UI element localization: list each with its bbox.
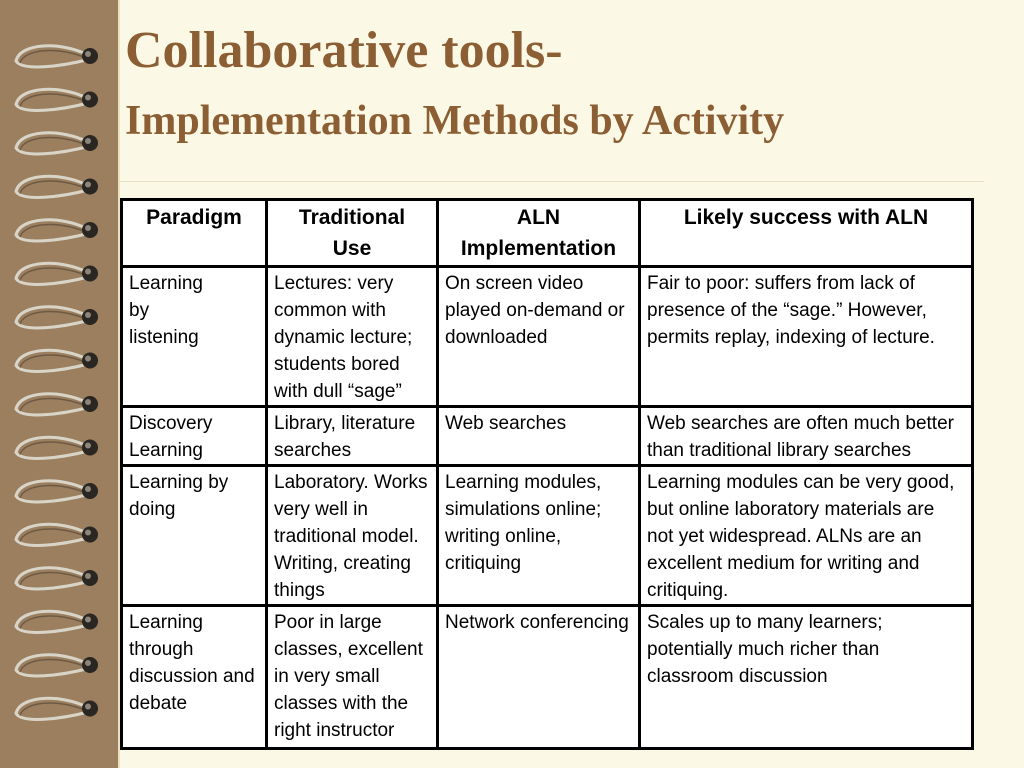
table-row	[122, 606, 973, 749]
spiral-ring	[16, 350, 98, 371]
spiral-ring	[16, 263, 98, 284]
table-row	[122, 466, 973, 606]
table-cell: Scales up to many learners; potentially much richer than classroom discussion	[640, 606, 973, 749]
table-cell: Discovery Learning	[122, 407, 267, 466]
table-cell: Web searches are often much better than traditional library searches	[640, 407, 973, 466]
table-header-row	[122, 200, 973, 267]
spiral-ring	[16, 220, 98, 241]
table-cell: Web searches	[438, 407, 640, 466]
spiral-ring	[16, 698, 98, 719]
spiral-ring	[16, 481, 98, 502]
table-cell: Learning modules can be very good, but online laboratory materials are not yet widespread. ALNs are an excellent medium for writing and critiquing.	[640, 466, 973, 606]
slide-subtitle: Implementation Methods by Activity	[125, 98, 785, 144]
spiral-ring	[16, 394, 98, 415]
table-cell: Learning by doing	[122, 466, 267, 606]
header-paradigm: Paradigm	[122, 200, 267, 267]
header-aln-implementation: ALN Implementation	[438, 200, 640, 267]
spiral-ring	[16, 307, 98, 328]
slide-title: Collaborative tools-	[125, 22, 563, 79]
header-traditional-use: Traditional Use	[267, 200, 438, 267]
title-divider	[120, 181, 984, 182]
table-cell: Fair to poor: suffers from lack of presence of the “sage.” However, permits replay, indexing of lecture.	[640, 267, 973, 407]
spiral-ring	[16, 568, 98, 589]
table-cell: Learning by listening	[122, 267, 267, 407]
table-cell: Laboratory. Works very well in traditional model. Writing, creating things	[267, 466, 438, 606]
table-cell: Learning through discussion and debate	[122, 606, 267, 749]
spiral-binding-icon	[0, 0, 118, 768]
spiral-ring	[16, 89, 98, 110]
spiral-ring	[16, 655, 98, 676]
spiral-ring	[16, 524, 98, 545]
table-cell: Poor in large classes, excellent in very small classes with the right instructor	[267, 606, 438, 749]
activity-table	[120, 198, 971, 742]
table-cell: Lectures: very common with dynamic lecture; students bored with dull “sage”	[267, 267, 438, 407]
spiral-ring	[16, 46, 98, 67]
table-row	[122, 407, 973, 466]
spiral-ring	[16, 176, 98, 197]
spiral-ring	[16, 133, 98, 154]
table-cell: Library, literature searches	[267, 407, 438, 466]
table-cell: On screen video played on-demand or downloaded	[438, 267, 640, 407]
spiral-ring	[16, 611, 98, 632]
table-cell: Network conferencing	[438, 606, 640, 749]
table-row	[122, 267, 973, 407]
spiral-ring	[16, 437, 98, 458]
table-cell: Learning modules, simulations online; writing online, critiquing	[438, 466, 640, 606]
header-likely-success: Likely success with ALN	[640, 200, 973, 267]
